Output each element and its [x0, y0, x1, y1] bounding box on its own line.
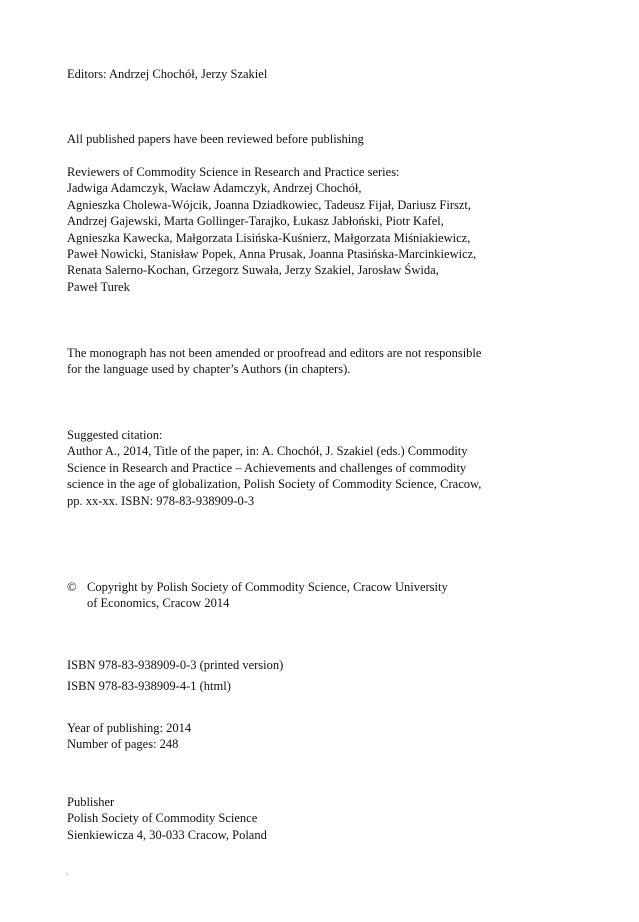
- reviewers-line: Paweł Turek: [67, 279, 130, 294]
- publisher-address: Sienkiewicza 4, 30-033 Cracow, Poland: [67, 827, 267, 842]
- reviewers-section: [67, 164, 587, 295]
- isbn-printed: ISBN 978-83-938909-0-3 (printed version): [67, 658, 284, 672]
- editors-text: Editors: Andrzej Chochół, Jerzy Szakiel: [67, 67, 268, 81]
- review-note: [67, 131, 587, 147]
- year-of-publishing: Year of publishing: 2014: [67, 721, 192, 735]
- reviewers-line: Agnieszka Kawecka, Małgorzata Lisińska-Kuśnierz, Małgorzata Miśniakiewicz,: [67, 230, 471, 245]
- reviewers-line: Andrzej Gajewski, Marta Gollinger-Tarajko, Łukasz Jabłoński, Piotr Kafel,: [67, 214, 444, 229]
- isbn-section: [67, 655, 587, 697]
- reviewers-line: Agnieszka Cholewa-Wójcik, Joanna Dziadkowiec, Tadeusz Fijał, Dariusz Firszt,: [67, 197, 471, 212]
- reviewers-line: Paweł Nowicki, Stanisław Popek, Anna Prusak, Joanna Ptasińska-Marcinkiewicz,: [67, 247, 477, 262]
- copyright-line: of Economics, Cracow 2014: [87, 596, 230, 611]
- reviewers-heading: Reviewers of Commodity Science in Research and Practice series:: [67, 165, 400, 179]
- citation-line: pp. xx-xx. ISBN: 978-83-938909-0-3: [67, 493, 255, 508]
- copyright-text: [87, 579, 567, 612]
- citation-line: science in the age of globalization, Polish Society of Commodity Science, Cracow,: [67, 477, 482, 492]
- disclaimer: [67, 345, 587, 378]
- editors-line: [67, 66, 587, 82]
- citation-heading: Suggested citation:: [67, 428, 163, 442]
- publisher-section: [67, 794, 587, 843]
- citation-line: Science in Research and Practice – Achievements and challenges of commodity: [67, 460, 467, 475]
- number-of-pages: Number of pages: 248: [67, 737, 179, 752]
- copyright-line: Copyright by Polish Society of Commodity Science, Cracow University: [87, 580, 448, 594]
- scan-artifact: [66, 873, 68, 875]
- disclaimer-line: The monograph has not been amended or proofread and editors are not responsible: [67, 346, 482, 360]
- publisher-heading: Publisher: [67, 795, 115, 809]
- publisher-name: Polish Society of Commodity Science: [67, 811, 258, 826]
- copyright-symbol: ©: [67, 580, 77, 594]
- reviewers-line: Jadwiga Adamczyk, Wacław Adamczyk, Andrzej Chochół,: [67, 181, 362, 196]
- suggested-citation: [67, 427, 587, 509]
- isbn-html: ISBN 978-83-938909-4-1 (html): [67, 679, 231, 693]
- citation-line: Author A., 2014, Title of the paper, in: A. Chochół, J. Szakiel (eds.) Commodity: [67, 444, 468, 459]
- review-note-text: All published papers have been reviewed before publishing: [67, 132, 364, 146]
- publication-info: [67, 720, 587, 753]
- disclaimer-line: for the language used by chapter’s Authors (in chapters).: [67, 362, 351, 377]
- reviewers-line: Renata Salerno-Kochan, Grzegorz Suwała, Jerzy Szakiel, Jarosław Świda,: [67, 263, 439, 278]
